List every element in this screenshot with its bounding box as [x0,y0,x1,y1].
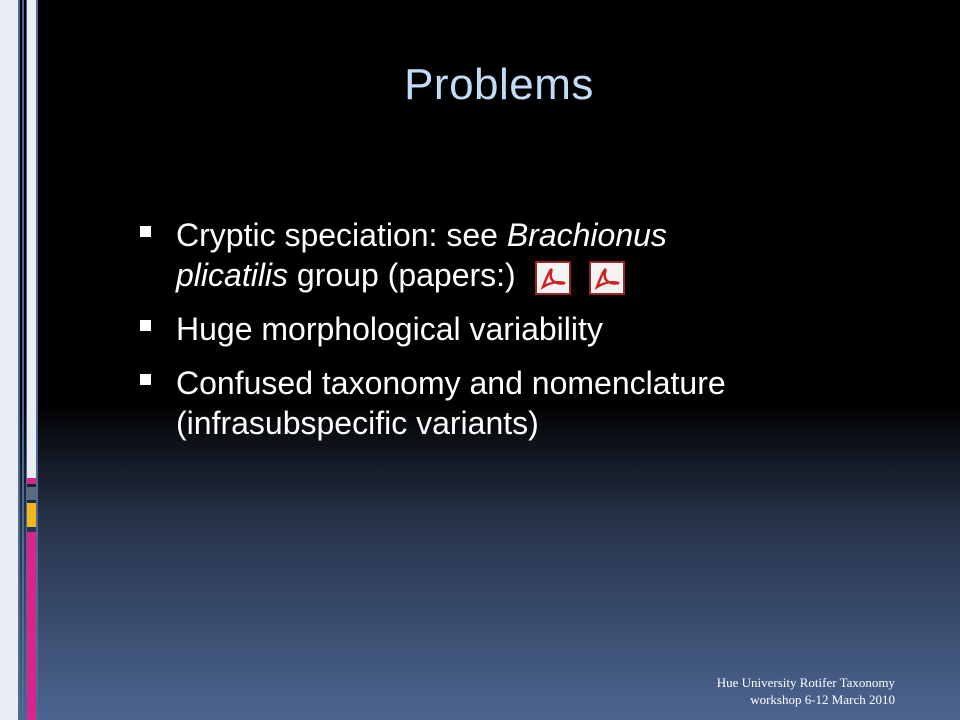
bullet-italic-text: Brachionus [506,217,667,253]
bullet-line [176,255,920,295]
bullet-italic-text: plicatilis [176,257,289,293]
band-fill [27,0,36,478]
slide-footer [717,674,895,708]
bullet-item [140,215,920,295]
accent-yellow [27,503,36,527]
slide-title: Problems [404,60,594,109]
bullet-text: group (papers:) [288,257,516,293]
pdf-icon[interactable] [589,261,625,295]
band-light [0,0,18,720]
bullet-line [176,215,920,255]
bullet-item [140,309,920,349]
band-stripe [22,0,24,720]
bullet-list [140,215,920,457]
bullet-line: Confused taxonomy and nomenclature [176,365,726,401]
pdf-icon[interactable] [535,261,571,295]
bullet-text: Cryptic speciation: see [176,217,507,253]
bullet-item [140,363,920,443]
accent-pink-small [27,478,36,484]
bullet-square-icon [140,374,151,385]
bullet-square-icon [140,320,151,331]
footer-line: Hue University Rotifer Taxonomy [716,675,895,690]
bullet-line: (infrasubspecific variants) [176,405,539,441]
left-decor-band [0,0,38,720]
bullet-text: Huge morphological variability [176,311,603,347]
accent-pink-bar [27,532,36,720]
band-stripe [18,0,20,720]
footer-line: workshop 6-12 March 2010 [750,692,895,707]
bullet-square-icon [140,226,151,237]
accent-gray [27,487,36,500]
